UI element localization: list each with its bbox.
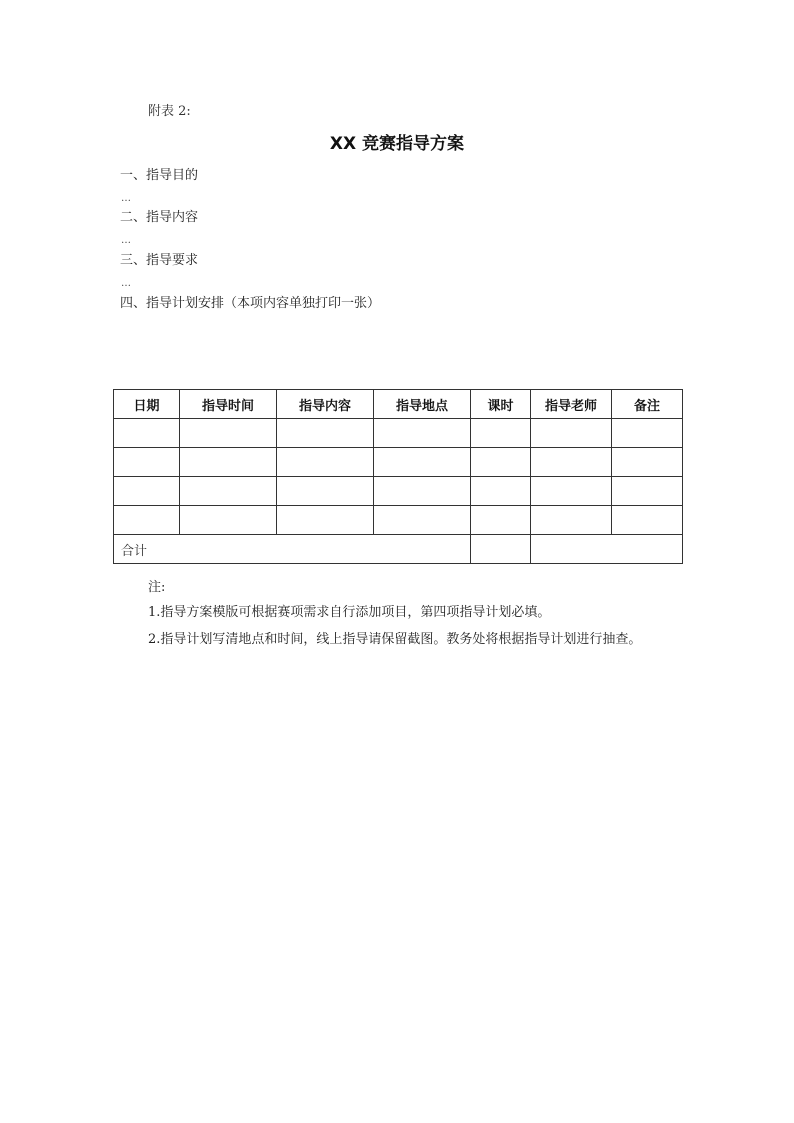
table-total-row — [114, 535, 683, 564]
cell-location[interactable] — [374, 448, 471, 477]
table-row — [114, 477, 683, 506]
cell-remarks[interactable] — [612, 477, 683, 506]
cell-content[interactable] — [277, 477, 374, 506]
column-header-remarks: 备注 — [612, 390, 683, 419]
cell-time[interactable] — [180, 506, 277, 535]
document-title: XX 竞赛指导方案 — [329, 134, 465, 154]
cell-date[interactable] — [114, 448, 180, 477]
cell-date[interactable] — [114, 506, 180, 535]
section-placeholder-content: … — [121, 235, 131, 246]
cell-hours[interactable] — [471, 477, 531, 506]
section-heading-content: 二、指导内容 — [120, 210, 199, 225]
cell-location[interactable] — [374, 419, 471, 448]
notes-title: 注: — [148, 580, 166, 595]
column-header-date: 日期 — [114, 390, 180, 419]
column-header-teacher: 指导老师 — [531, 390, 612, 419]
cell-time[interactable] — [180, 448, 277, 477]
cell-date[interactable] — [114, 419, 180, 448]
section-heading-purpose: 一、指导目的 — [120, 168, 199, 183]
cell-location[interactable] — [374, 477, 471, 506]
cell-remarks[interactable] — [612, 506, 683, 535]
total-hours-cell[interactable] — [471, 535, 531, 564]
cell-time[interactable] — [180, 419, 277, 448]
cell-date[interactable] — [114, 477, 180, 506]
cell-hours[interactable] — [471, 448, 531, 477]
cell-teacher[interactable] — [531, 419, 612, 448]
note-item-2: 2.指导计划写清地点和时间，线上指导请保留截图。教务处将根据指导计划进行抽查。 — [148, 632, 642, 647]
cell-hours[interactable] — [471, 506, 531, 535]
guidance-plan-table — [113, 389, 683, 564]
cell-time[interactable] — [180, 477, 277, 506]
attachment-label: 附表 2: — [148, 104, 191, 119]
cell-hours[interactable] — [471, 419, 531, 448]
section-heading-requirements: 三、指导要求 — [120, 253, 199, 268]
section-placeholder-requirements: … — [121, 278, 131, 289]
cell-content[interactable] — [277, 506, 374, 535]
total-label: 合计 — [114, 535, 471, 564]
table-row — [114, 448, 683, 477]
column-header-content: 指导内容 — [277, 390, 374, 419]
table-row — [114, 506, 683, 535]
cell-teacher[interactable] — [531, 477, 612, 506]
section-placeholder-purpose: … — [121, 193, 131, 204]
cell-content[interactable] — [277, 448, 374, 477]
section-heading-plan: 四、指导计划安排（本项内容单独打印一张） — [120, 296, 381, 311]
column-header-hours: 课时 — [471, 390, 531, 419]
cell-content[interactable] — [277, 419, 374, 448]
table-header-row — [114, 390, 683, 419]
cell-teacher[interactable] — [531, 506, 612, 535]
cell-remarks[interactable] — [612, 419, 683, 448]
cell-remarks[interactable] — [612, 448, 683, 477]
table-row — [114, 419, 683, 448]
note-item-1: 1.指导方案模版可根据赛项需求自行添加项目，第四项指导计划必填。 — [148, 605, 551, 620]
column-header-time: 指导时间 — [180, 390, 277, 419]
column-header-location: 指导地点 — [374, 390, 471, 419]
cell-teacher[interactable] — [531, 448, 612, 477]
total-remark-cell[interactable] — [531, 535, 683, 564]
cell-location[interactable] — [374, 506, 471, 535]
